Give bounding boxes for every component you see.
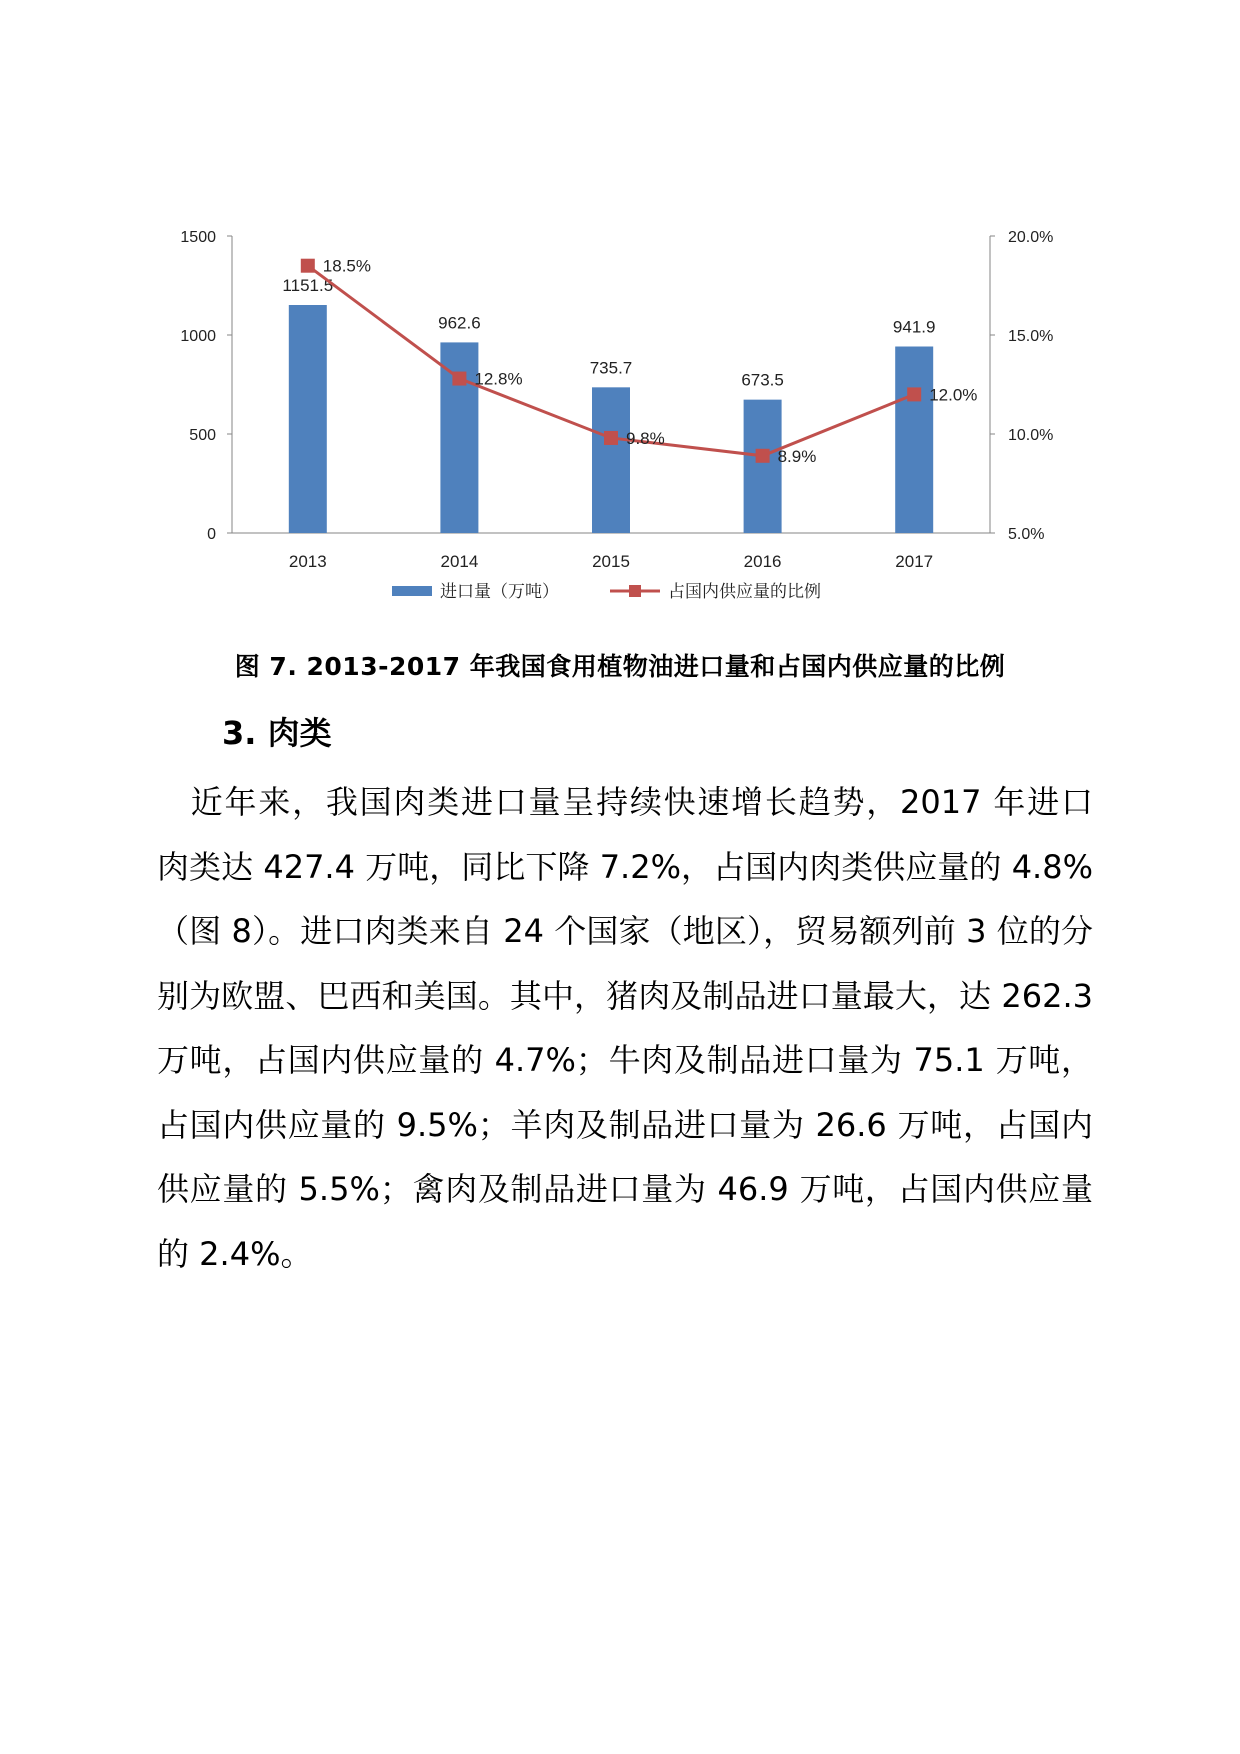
line-point	[604, 431, 618, 445]
line-value-label: 9.8%	[626, 428, 665, 448]
bar	[440, 342, 478, 533]
bar-value-label: 962.6	[438, 313, 481, 333]
section-heading: 3. 肉类	[222, 714, 332, 752]
bar	[895, 347, 933, 533]
import-chart	[150, 215, 1090, 615]
x-tick-label: 2013	[288, 552, 327, 571]
y-tick-label-left: 500	[189, 427, 216, 444]
y-tick-label-left: 0	[207, 526, 216, 543]
y-tick-label-right: 15.0%	[1008, 328, 1054, 345]
y-tick-label-right: 20.0%	[1008, 229, 1054, 246]
figure-caption: 图 7. 2013-2017 年我国食用植物油进口量和占国内供应量的比例	[234, 652, 1006, 681]
bar-value-label: 941.9	[892, 317, 936, 337]
bar-value-label: 735.7	[589, 358, 633, 378]
line-value-label: 8.9%	[777, 446, 817, 466]
paragraph-line: 别为欧盟、巴西和美国。其中，猪肉及制品进口量最大，达 262.3	[157, 976, 1093, 1015]
paragraph-line: 占国内供应量的 9.5%；羊肉及制品进口量为 26.6 万吨，占国内	[157, 1105, 1093, 1144]
legend-label-bar: 进口量（万吨）	[440, 582, 559, 601]
paragraph-line: 的 2.4%。	[157, 1234, 313, 1273]
bar	[744, 400, 782, 533]
y-tick-label-left: 1000	[180, 328, 216, 345]
line-point	[452, 372, 466, 386]
paragraph-line: 供应量的 5.5%；禽肉及制品进口量为 46.9 万吨，占国内供应量	[157, 1170, 1093, 1208]
paragraph-line: 近年来，我国肉类进口量呈持续快速增长趋势，2017 年进口	[157, 783, 1093, 821]
bar	[289, 305, 327, 533]
paragraph-line: 肉类达 427.4 万吨，同比下降 7.2%，占国内肉类供应量的 4.8%	[157, 847, 1093, 886]
line-point	[756, 449, 770, 463]
x-tick-label: 2015	[592, 552, 630, 571]
x-tick-label: 2016	[743, 552, 782, 571]
x-tick-label: 2017	[895, 552, 934, 571]
paragraph-line: 万吨，占国内供应量的 4.7%；牛肉及制品进口量为 75.1 万吨，	[157, 1041, 1093, 1079]
legend-marker-line	[629, 585, 641, 597]
bar	[592, 387, 630, 533]
line-point	[907, 387, 921, 401]
line-value-label: 12.0%	[929, 385, 978, 405]
line-point	[301, 259, 315, 273]
y-tick-label-right: 10.0%	[1008, 427, 1054, 444]
legend-label-line: 占国内供应量的比例	[668, 582, 821, 601]
bar-value-label: 673.5	[741, 370, 784, 390]
bar-value-label: 1151.5	[282, 276, 334, 296]
y-tick-label-right: 5.0%	[1008, 526, 1045, 543]
x-tick-label: 2014	[440, 552, 479, 571]
y-tick-label-left: 1500	[180, 229, 216, 246]
body-paragraph	[157, 770, 1093, 1286]
paragraph-line: （图 8）。进口肉类来自 24 个国家（地区），贸易额列前 3 位的分	[157, 912, 1093, 950]
line-value-label: 12.8%	[474, 369, 523, 389]
line-value-label: 18.5%	[322, 256, 372, 276]
legend-swatch-bar	[392, 586, 432, 596]
